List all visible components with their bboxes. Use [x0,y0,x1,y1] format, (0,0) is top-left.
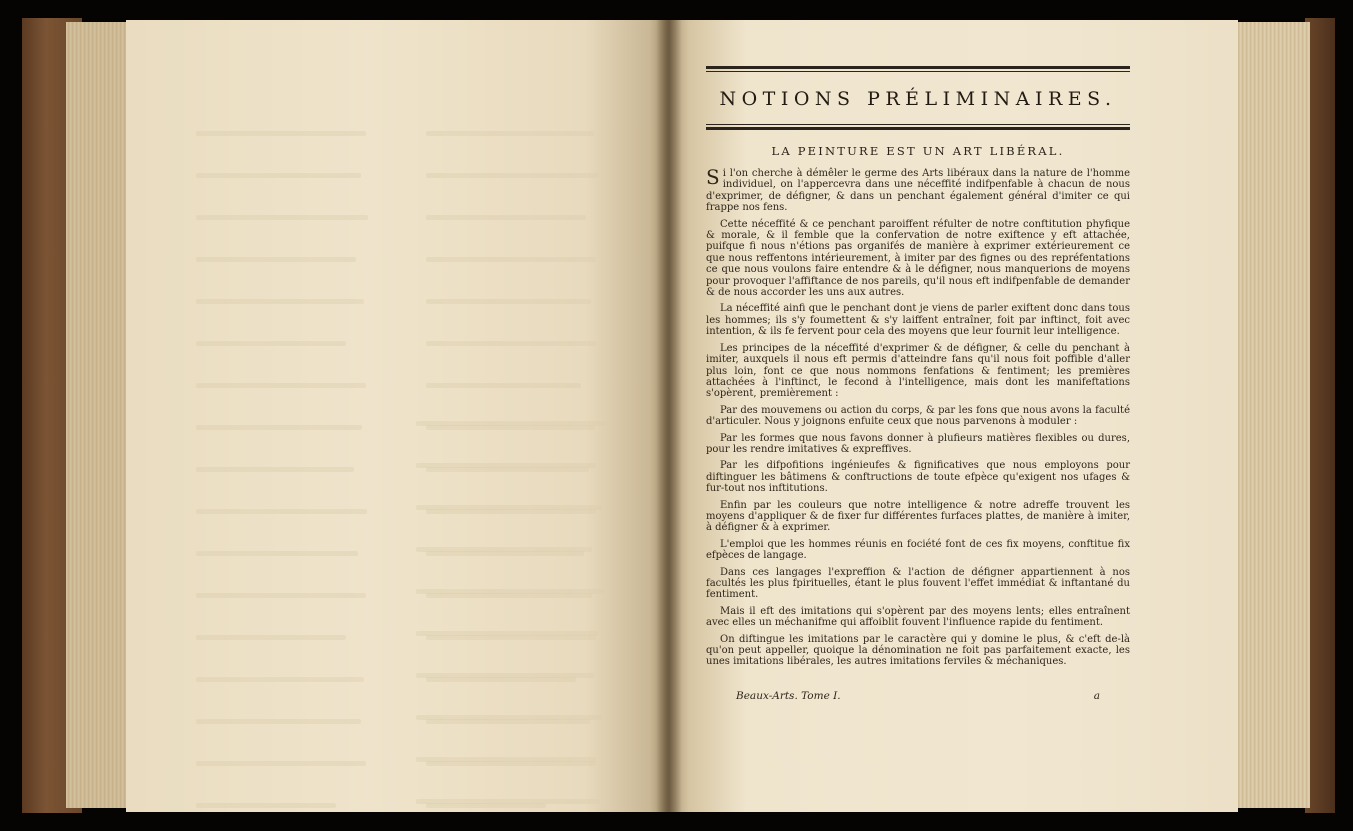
bleed-through-column-left [196,100,376,831]
signature-mark: a [1093,690,1100,702]
bleed-through-table [416,390,616,831]
top-rule-thin [706,71,1130,72]
top-rule [706,66,1130,69]
paragraph: Cette néceffité & ce penchant paroiffent réfulter de notre conftitution phyfique & morale, & il femble que la confervation de notre exiftence y eft attachée, puifque fi nous n'étions pas organifés de manière à exprimer extérieurement ce que nous reffentons intérieurement, à imiter par des fignes ou des repréfentations ce que nous voulons faire entendre & à le défigner, nous manquerions de moyens pour provoquer l'affiftance de nos pareils, qu'il nous eft indifpenfable de demander & de nous accorder les uns aux autres. [706,218,1130,299]
left-page [126,20,666,812]
paragraph: L'emploi que les hommes réunis en fociété font de ces fix moyens, conftitue fix efpèces de langage. [706,538,1130,562]
page-content [706,66,1130,673]
paragraph: Enfin par les couleurs que notre intelligence & notre adreffe trouvent les moyens d'appliquer & de fixer fur différentes furfaces plattes, de manière à imiter, à défigner & à exprimer. [706,499,1130,534]
paragraph: Dans ces langages l'expreffion & l'action de défigner appartiennent à nos facultés les plus fpirituelles, étant le plus fouvent l'effet immédiat & inftantané du fentiment. [706,566,1130,601]
chapter-title: NOTIONS PRÉLIMINAIRES. [719,88,1117,110]
page-footer [736,690,1100,702]
paragraph [706,165,1130,214]
paragraph: Par les formes que nous favons donner à plufieurs matières flexibles ou dures, pour les rendre imitatives & expreffives. [706,432,1130,455]
paragraph: Par des mouvemens ou action du corps, & par les fons que nous avons la faculté d'articuler. Nous y joignons enfuite ceux que nous parvenons à moduler : [706,404,1130,428]
book-gutter [656,20,682,812]
paragraph-text: i l'on cherche à démêler le germe des Arts libéraux dans la nature de l'homme individuel, on l'appercevra dans une néceffité indifpenfable à chacun de nous d'exprimer, de défigner, & dans un penchant également général d'imiter ce qui frappe nos fens. [706,168,1130,214]
paragraph: Par les difpofitions ingénieufes & fignificatives que nous employons pour diftinguer les bâtimens & conftructions de toute efpèce qu'exigent nos ufages & fur-tout nos inftitutions. [706,460,1130,495]
paragraph: On diftingue les imitations par le caractère qui y domine le plus, & c'eft de-là qu'on peut appeller, quoique la dénomination ne foit pas parfaitement exacte, les unes imitations libérales, les autres imitations ferviles & méchaniques. [706,633,1130,668]
volume-line: Beaux-Arts. Tome I. [736,690,841,702]
section-title: LA PEINTURE EST UN ART LIBÉRAL. [771,144,1065,158]
drop-cap: S [706,165,720,189]
right-page-edges [1232,22,1310,808]
paragraph: Les principes de la néceffité d'exprimer & de défigner, & celle du penchant à imiter, auxquels il nous eft permis d'atteindre fans qu'il nous foit poffible d'aller plus loin, font ce que nous nommons fenfations & fentiment; les premières attachées à l'inftinct, le fecond à l'intelligence, mais dont les manifeftations s'opèrent, premièrement : [706,342,1130,400]
paragraph: La néceffité ainfi que le penchant dont je viens de parler exiftent donc dans tous les hommes; ils s'y foumettent & s'y laiffent entraîner, foit par inftinct, foit avec intention, & ils fe fervent pour cela des moyens que leur fournit leur intelligence. [706,303,1130,338]
paragraph: Mais il eft des imitations qui s'opèrent par des moyens lents; elles entraînent avec elles un méchanifme qui affoiblit fouvent l'influence rapide du fentiment. [706,605,1130,629]
middle-rule-thin [706,124,1130,125]
middle-rule [706,127,1130,130]
